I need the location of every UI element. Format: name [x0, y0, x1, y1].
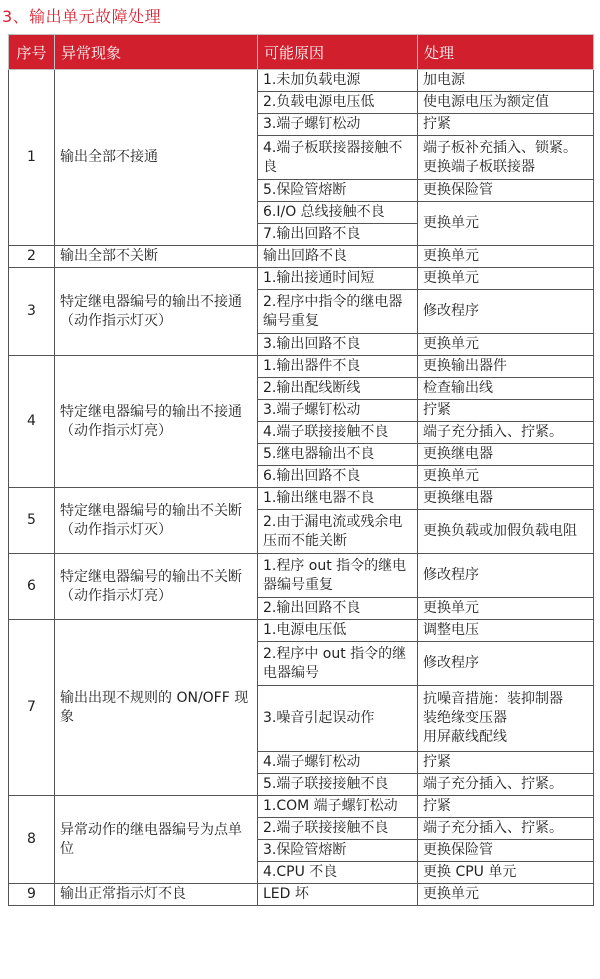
action-text: 修改程序: [423, 303, 479, 319]
action-text: 更换保险管: [423, 182, 493, 198]
symptom-text: 特定继电器编号的输出不接通（动作指示灯亮）: [60, 403, 242, 439]
table-row: [9, 356, 594, 378]
symptom-cell: [55, 70, 258, 246]
action-cell: [418, 466, 594, 488]
action-cell: [418, 598, 594, 620]
cause-cell: [258, 268, 418, 290]
action-cell: [418, 70, 594, 92]
action-text: 端子充分插入、拧紧。: [423, 820, 563, 836]
cause-text: 2.程序中 out 指令的继电器编号: [263, 645, 407, 681]
cause-cell: [258, 378, 418, 400]
cause-text: 4.CPU 不良: [263, 864, 338, 880]
cause-cell: [258, 620, 418, 642]
cause-text: 2.输出配线断线: [263, 380, 361, 396]
cause-cell: [258, 224, 418, 246]
row-seq-number: 4: [9, 356, 55, 488]
action-text: 更换 CPU 单元: [423, 864, 517, 880]
cause-text: 3.噪音引起误动作: [263, 710, 375, 726]
symptom-cell: [55, 796, 258, 884]
header-symptom: 异常现象: [55, 35, 258, 70]
cause-text: 输出回路不良: [263, 248, 347, 264]
action-text: 拧紧: [423, 754, 451, 770]
symptom-cell: [55, 488, 258, 554]
action-text: 更换单元: [423, 468, 479, 484]
action-cell: [418, 444, 594, 466]
symptom-text: 输出出现不规则的 ON/OFF 现象: [60, 689, 249, 725]
action-cell: [418, 884, 594, 906]
action-text: 更换单元: [423, 215, 479, 231]
cause-cell: [258, 598, 418, 620]
cause-cell: [258, 686, 418, 752]
cause-cell: [258, 422, 418, 444]
symptom-text: 输出全部不接通: [60, 149, 158, 165]
cause-cell: [258, 180, 418, 202]
cause-cell: [258, 862, 418, 884]
cause-cell: [258, 752, 418, 774]
row-seq-number: 2: [9, 246, 55, 268]
action-cell: [418, 356, 594, 378]
cause-text: 3.保险管熔断: [263, 842, 347, 858]
action-cell: [418, 400, 594, 422]
action-text: 抗噪音措施：装抑制器 装绝缘变压器 用屏蔽线配线: [423, 691, 563, 745]
action-cell: [418, 488, 594, 510]
action-cell: [418, 510, 594, 554]
action-cell: [418, 620, 594, 642]
table-row: [9, 884, 594, 906]
table-row: [9, 796, 594, 818]
row-seq-number: 5: [9, 488, 55, 554]
action-cell: [418, 642, 594, 686]
cause-cell: [258, 290, 418, 334]
action-text: 修改程序: [423, 567, 479, 583]
symptom-text: 输出全部不关断: [60, 248, 158, 264]
cause-cell: [258, 554, 418, 598]
action-cell: [418, 202, 594, 246]
action-text: 调整电压: [423, 622, 479, 638]
action-cell: [418, 268, 594, 290]
action-cell: [418, 92, 594, 114]
section-title: 3、输出单元故障处理: [2, 7, 162, 26]
action-text: 拧紧: [423, 116, 451, 132]
action-cell: [418, 752, 594, 774]
action-cell: [418, 136, 594, 180]
cause-text: 3.输出回路不良: [263, 336, 361, 352]
cause-text: 4.端子板联接器接触不良: [263, 139, 403, 175]
action-cell: [418, 422, 594, 444]
cause-cell: [258, 444, 418, 466]
cause-text: 6.输出回路不良: [263, 468, 361, 484]
action-cell: [418, 862, 594, 884]
cause-text: 5.继电器输出不良: [263, 446, 375, 462]
action-text: 更换负载或加假负载电阻: [423, 523, 577, 539]
row-seq-number: 3: [9, 268, 55, 356]
cause-cell: [258, 136, 418, 180]
cause-text: 4.端子螺钉松动: [263, 754, 361, 770]
cause-cell: [258, 774, 418, 796]
cause-cell: [258, 642, 418, 686]
cause-text: 3.端子螺钉松动: [263, 402, 361, 418]
cause-cell: [258, 114, 418, 136]
cause-text: 1.程序 out 指令的继电器编号重复: [263, 557, 407, 593]
table-row: [9, 70, 594, 92]
symptom-text: 特定继电器编号的输出不关断（动作指示灯亮）: [60, 568, 242, 604]
action-cell: [418, 774, 594, 796]
action-text: 更换继电器: [423, 490, 493, 506]
header-cause: 可能原因: [258, 35, 418, 70]
action-text: 端子充分插入、拧紧。: [423, 776, 563, 792]
symptom-cell: [55, 554, 258, 620]
header-action: 处理: [418, 35, 594, 70]
cause-cell: [258, 70, 418, 92]
action-cell: [418, 334, 594, 356]
table-row: [9, 246, 594, 268]
row-seq-number: 7: [9, 620, 55, 796]
cause-text: 4.端子联接接触不良: [263, 424, 389, 440]
cause-text: 2.端子联接接触不良: [263, 820, 389, 836]
fault-table: [8, 34, 594, 906]
action-cell: [418, 114, 594, 136]
symptom-cell: [55, 246, 258, 268]
action-cell: [418, 796, 594, 818]
cause-text: 2.输出回路不良: [263, 600, 361, 616]
symptom-text: 异常动作的继电器编号为点单位: [60, 821, 242, 857]
header-seq: 序号: [9, 35, 55, 70]
action-cell: [418, 246, 594, 268]
cause-text: 6.I/O 总线接触不良: [263, 204, 385, 220]
cause-cell: [258, 488, 418, 510]
action-cell: [418, 686, 594, 752]
row-seq-number: 8: [9, 796, 55, 884]
cause-text: 1.输出继电器不良: [263, 490, 375, 506]
cause-text: 2.由于漏电流或残余电压而不能关断: [263, 513, 403, 549]
fault-table-body: [9, 70, 594, 906]
cause-cell: [258, 796, 418, 818]
cause-cell: [258, 884, 418, 906]
table-row: [9, 488, 594, 510]
row-seq-number: 6: [9, 554, 55, 620]
cause-cell: [258, 510, 418, 554]
action-text: 更换继电器: [423, 446, 493, 462]
action-text: 修改程序: [423, 655, 479, 671]
action-text: 更换单元: [423, 336, 479, 352]
symptom-cell: [55, 268, 258, 356]
action-cell: [418, 180, 594, 202]
action-text: 拧紧: [423, 798, 451, 814]
cause-text: 5.端子联接接触不良: [263, 776, 389, 792]
symptom-text: 输出正常指示灯不良: [60, 886, 186, 902]
table-row: [9, 620, 594, 642]
cause-text: 1.COM 端子螺钉松动: [263, 798, 398, 814]
symptom-text: 特定继电器编号的输出不关断（动作指示灯灭）: [60, 502, 242, 538]
action-text: 检查输出线: [423, 380, 493, 396]
action-text: 更换输出器件: [423, 358, 507, 374]
action-text: 更换单元: [423, 600, 479, 616]
symptom-cell: [55, 884, 258, 906]
cause-text: 1.输出器件不良: [263, 358, 361, 374]
cause-text: 7.输出回路不良: [263, 226, 361, 242]
cause-text: 2.程序中指令的继电器编号重复: [263, 293, 403, 329]
cause-text: LED 坏: [263, 886, 309, 902]
action-text: 更换单元: [423, 248, 479, 264]
action-text: 端子板补充插入、锁紧。更换端子板联接器: [423, 139, 577, 175]
action-cell: [418, 554, 594, 598]
symptom-text: 特定继电器编号的输出不接通（动作指示灯灭）: [60, 293, 242, 329]
action-cell: [418, 818, 594, 840]
action-cell: [418, 290, 594, 334]
cause-cell: [258, 92, 418, 114]
cause-cell: [258, 202, 418, 224]
action-text: 加电源: [423, 72, 465, 88]
cause-text: 1.输出接通时间短: [263, 270, 375, 286]
cause-cell: [258, 246, 418, 268]
row-seq-number: 9: [9, 884, 55, 906]
action-text: 使电源电压为额定值: [423, 94, 549, 110]
action-text: 拧紧: [423, 402, 451, 418]
cause-text: 1.电源电压低: [263, 622, 347, 638]
cause-cell: [258, 400, 418, 422]
cause-text: 2.负载电源电压低: [263, 94, 375, 110]
action-text: 更换单元: [423, 270, 479, 286]
cause-text: 1.未加负载电源: [263, 72, 361, 88]
table-row: [9, 554, 594, 598]
action-cell: [418, 378, 594, 400]
table-row: [9, 268, 594, 290]
cause-cell: [258, 818, 418, 840]
cause-text: 3.端子螺钉松动: [263, 116, 361, 132]
table-header-row: [9, 35, 594, 70]
cause-cell: [258, 840, 418, 862]
cause-text: 5.保险管熔断: [263, 182, 347, 198]
cause-cell: [258, 356, 418, 378]
symptom-cell: [55, 356, 258, 488]
cause-cell: [258, 466, 418, 488]
cause-cell: [258, 334, 418, 356]
row-seq-number: 1: [9, 70, 55, 246]
action-text: 端子充分插入、拧紧。: [423, 424, 563, 440]
action-text: 更换单元: [423, 886, 479, 902]
symptom-cell: [55, 620, 258, 796]
action-text: 更换保险管: [423, 842, 493, 858]
action-cell: [418, 840, 594, 862]
